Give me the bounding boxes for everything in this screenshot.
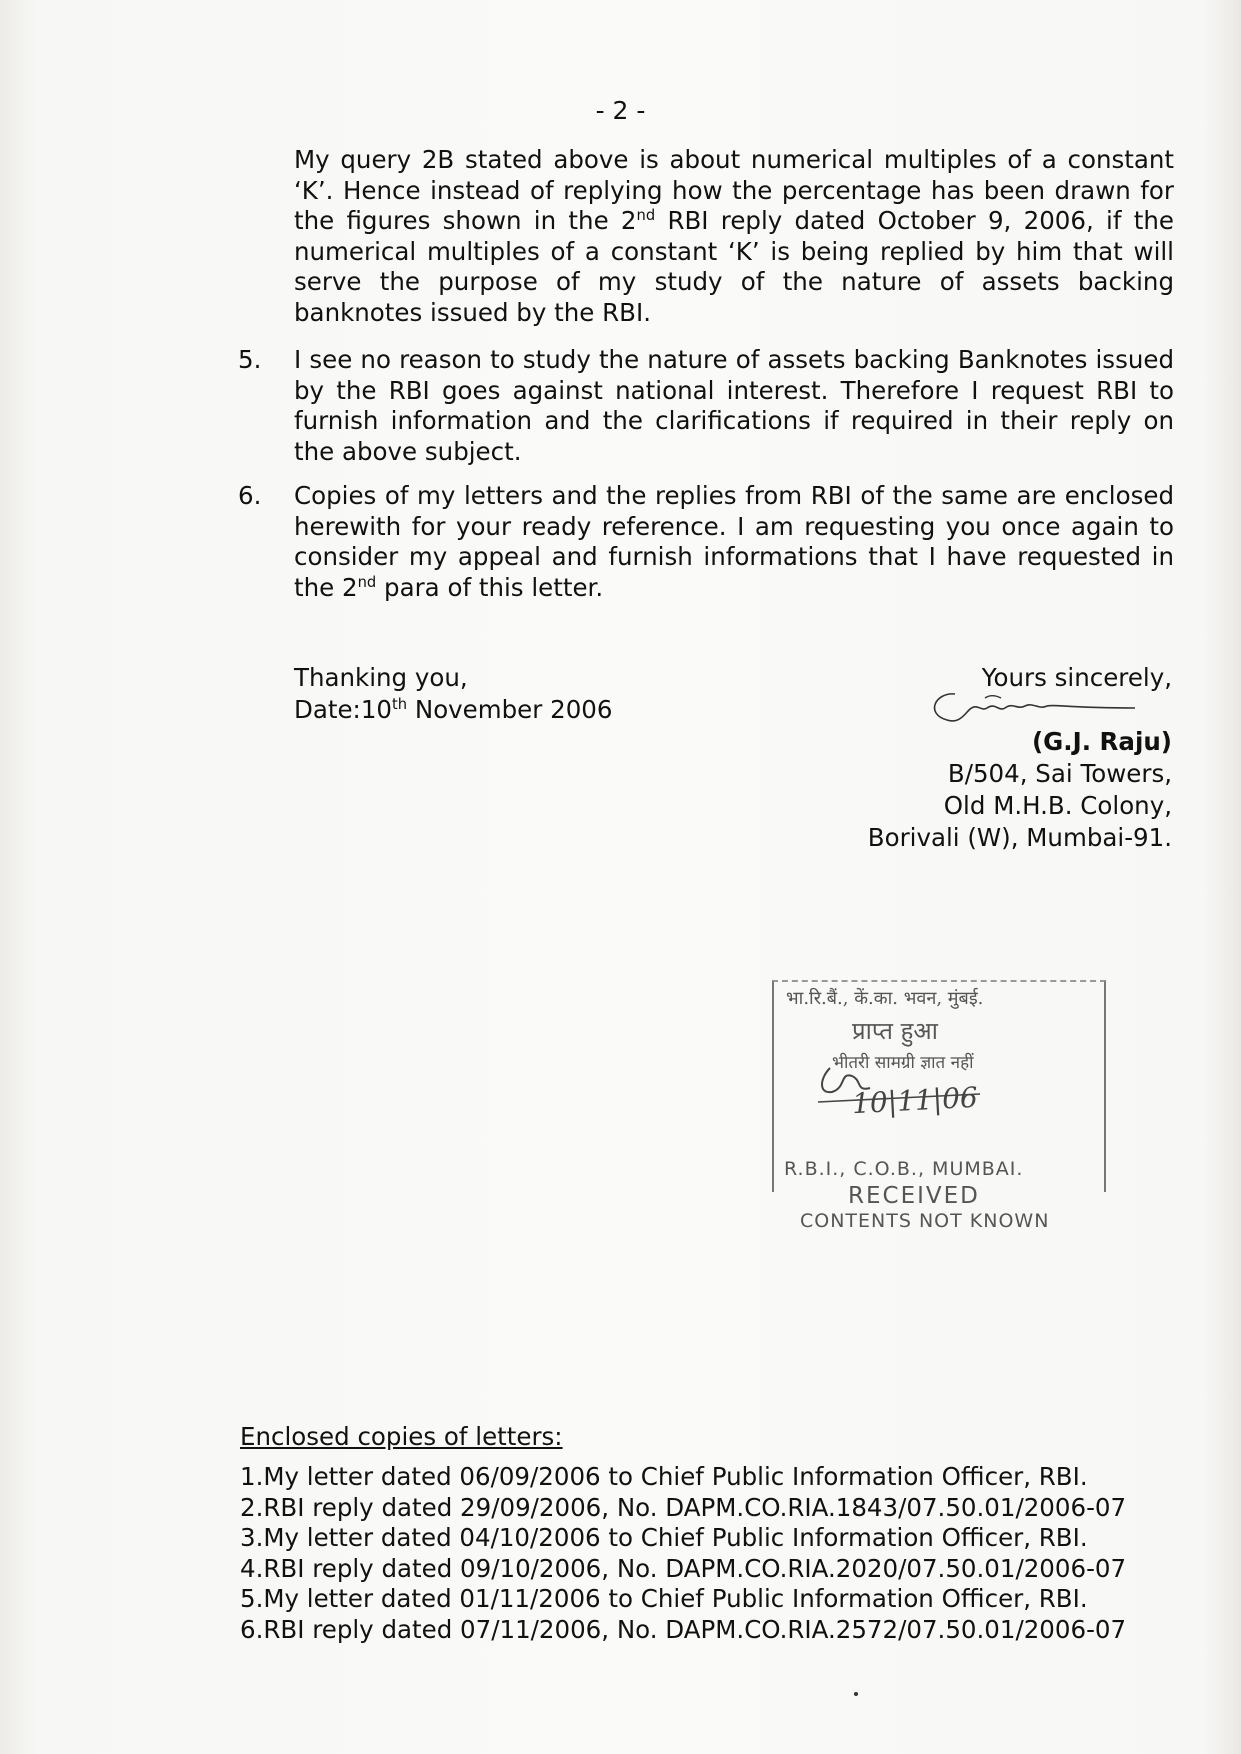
paragraph-5-number: 5. bbox=[238, 345, 262, 374]
handwritten-signature bbox=[925, 684, 1145, 732]
enclosures-list bbox=[240, 1462, 1126, 1645]
yours-sincerely: Yours sincerely, bbox=[981, 663, 1172, 692]
closing-left bbox=[294, 662, 612, 726]
signatory-name: (G.J. Raju) bbox=[1031, 727, 1172, 756]
enclosure-item: 1.My letter dated 06/09/2006 to Chief Public Information Officer, RBI. bbox=[240, 1462, 1088, 1491]
paragraph-6-text-a: Copies of my letters and the replies from RBI of the same are enclosed herewith for your ready reference. I am requesting you once again to consider my appeal and furnish informations that I have requested in the 2 bbox=[294, 481, 1174, 602]
scan-speck bbox=[854, 1692, 858, 1696]
paragraph-6-sup: nd bbox=[357, 573, 377, 591]
date-sup: th bbox=[392, 695, 408, 713]
stamp-hindi-line-3: भीतरी सामग्री ज्ञात नहीं bbox=[832, 1053, 974, 1073]
paragraph-continued-text-a: My query 2B stated above is about numerical multiples of a constant ‘K’. Hence instead of replying how the percentage has been drawn for the figures shown in the 2 bbox=[294, 145, 1174, 235]
stamp-english-line-2: RECEIVED bbox=[848, 1183, 980, 1209]
paragraph-continued bbox=[294, 145, 1174, 328]
received-stamp bbox=[772, 980, 1102, 1230]
stamp-date: 10|11|06 bbox=[851, 1080, 979, 1121]
enclosure-item: 4.RBI reply dated 09/10/2006, No. DAPM.CO.RIA.2020/07.50.01/2006-07 bbox=[240, 1553, 1127, 1583]
paragraph-6 bbox=[294, 481, 1174, 603]
address-line-1: B/504, Sai Towers, bbox=[947, 759, 1172, 788]
date-prefix: Date:10 bbox=[294, 695, 392, 724]
stamp-english-line-1: R.B.I., C.O.B., MUMBAI. bbox=[784, 1158, 1024, 1180]
paragraph-6-number: 6. bbox=[238, 481, 262, 510]
enclosures-title: Enclosed copies of letters: bbox=[240, 1422, 563, 1451]
enclosure-item: 6.RBI reply dated 07/11/2006, No. DAPM.CO.RIA.2572/07.50.01/2006-07 bbox=[240, 1614, 1127, 1644]
paragraph-6-text-b: para of this letter. bbox=[376, 572, 604, 602]
page-number: - 2 - bbox=[595, 96, 646, 125]
stamp-english-line-3: CONTENTS NOT KNOWN bbox=[800, 1210, 1050, 1232]
paragraph-continued-text-b: RBI reply dated October 9, 2006, if the numerical multiples of a constant ‘K’ is being replied by him that will serve the purpose of my study of the nature of assets backing banknotes issued by the RBI. bbox=[294, 206, 1174, 327]
stamp-hindi-line-2: प्राप्त हुआ bbox=[852, 1017, 938, 1045]
address-line-2: Old M.H.B. Colony, bbox=[943, 791, 1172, 820]
thanks-line: Thanking you, bbox=[294, 663, 468, 692]
enclosure-item: 3.My letter dated 04/10/2006 to Chief Public Information Officer, RBI. bbox=[240, 1523, 1088, 1552]
enclosure-item: 2.RBI reply dated 29/09/2006, No. DAPM.CO.RIA.1843/07.50.01/2006-07 bbox=[240, 1492, 1127, 1522]
paragraph-5-text: I see no reason to study the nature of assets backing Banknotes issued by the RBI goes against national interest. Therefore I request RBI to furnish information and the clarifications if required in their reply on the above subject. bbox=[294, 345, 1174, 466]
address-line-3: Borivali (W), Mumbai-91. bbox=[867, 823, 1172, 852]
date-line bbox=[294, 694, 612, 726]
paragraph-continued-sup: nd bbox=[636, 206, 656, 224]
enclosure-item: 5.My letter dated 01/11/2006 to Chief Public Information Officer, RBI. bbox=[240, 1584, 1088, 1613]
stamp-hindi-line-1: भा.रि.बैं., कें.का. भवन, मुंबई. bbox=[786, 988, 984, 1009]
date-suffix: November 2006 bbox=[407, 695, 613, 724]
